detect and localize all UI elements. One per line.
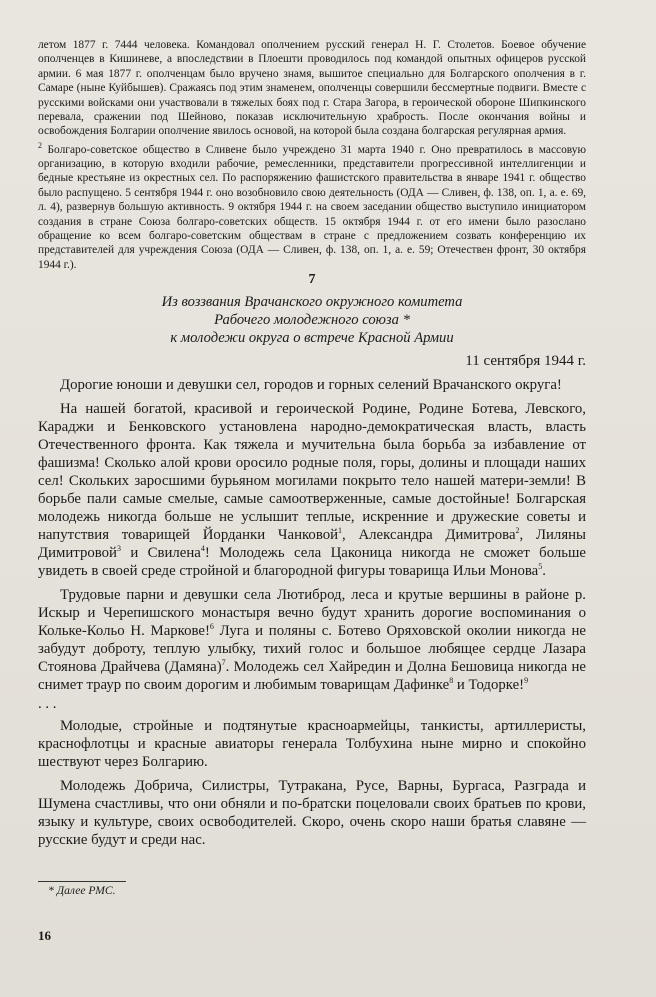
- paragraph-3: [38, 586, 586, 694]
- footnote-divider: [38, 881, 126, 882]
- title-line-1: Из воззвания Врачанского окружного комитета: [161, 294, 463, 310]
- note-ref-2: 2: [515, 526, 520, 536]
- note-ref-3: 3: [116, 544, 121, 554]
- paragraph-3-text-a: Трудовые парни и девушки села Лютиброд, леса и крутые вершины в районе р. Искыр и Черепишского монастыря вечно будут хранить дорогие воспоминания о Кольке-Кольо Н. Маркове!: [38, 587, 586, 639]
- paragraph-3-text-d: и Тодорке!: [453, 677, 525, 693]
- paragraph-2-text-e: ! Молодежь села Цаконица никогда не сможет больше увидеть в своей среде стройной и благородной фигуры товарища Ильи Монова: [38, 545, 587, 579]
- paragraph-5: Молодежь Добрича, Силистры, Тутракана, Русе, Варны, Бургаса, Разграда и Шумена счастливы, что они обняли и по-братски поцеловали своих братьев по крови, языку и культуре, своих освободителей. Скоро, очень скоро наши братья славяне — русские будут и среди нас.: [38, 778, 586, 848]
- footnote-block: [38, 38, 586, 272]
- note-ref-8: 8: [449, 676, 454, 686]
- document-number: 7: [308, 272, 316, 287]
- document-title: [38, 293, 586, 347]
- note-ref-6: 6: [209, 622, 214, 632]
- title-line-3: к молодежи округа о встрече Красной Армии: [170, 330, 454, 346]
- paragraph-2: [38, 400, 586, 580]
- note-ref-7: 7: [221, 658, 226, 668]
- note-ref-4: 4: [200, 544, 205, 554]
- paragraph-2-text-d: и Свилена: [120, 545, 201, 561]
- footnote-bottom: * Далее РМС.: [48, 884, 116, 897]
- paragraph-2-text-f: .: [542, 563, 546, 579]
- title-line-2: Рабочего молодежного союза *: [214, 312, 410, 328]
- paragraph-4: Молодые, стройные и подтянутые красноармейцы, танкисты, артиллеристы, краснофлотцы и красные авиаторы генерала Толбухина ныне мирно и спокойно шествуют через Болгарию.: [38, 718, 586, 770]
- paragraph-3-text-c: . Молодежь сел Хайредин и Долна Бешовица никогда не снимет траур по своим дорогим и любимым товарищам Дафинке: [38, 659, 586, 693]
- footnotes-top: [38, 38, 586, 272]
- document-body: [38, 376, 586, 855]
- note-ref-1: 1: [338, 526, 343, 536]
- document-date: 11 сентября 1944 г.: [465, 353, 586, 369]
- paragraph-2-text-a: На нашей богатой, красивой и героической Родине, Родине Ботева, Левского, Караджи и Бенковского установлена народно-демократическая власть, власть Отечественного фронта. Как тяжела и мучительна была борьба за избавление от фашизма! Сколько алой крови оросило родные поля, горы, долины и площади наших сел! Скольких заросшими бурьяном могилами покрыто тело нашей матери-земли! В борьбе пали самые смелые, самые самоотверженные, самые достойные! Болгарская молодежь никогда больше не услышит теплые, искренние и дружеские советы и напутствия товарищей Йорданки Чанковой: [38, 401, 586, 543]
- paragraph-2-text-c: , Лиляны Димитровой: [38, 527, 586, 561]
- paragraph-1: Дорогие юноши и девушки сел, городов и горных селений Врачанского округа!: [60, 377, 562, 393]
- paragraph-2-text-b: , Александра Димитрова: [342, 527, 516, 543]
- paragraph-3-text-b: Луга и поляны с. Ботево Оряховской околии никогда не забудут доброту, теплую улыбку, тихий голос и большое любящее сердце Лазара Стоянова Драйчева (Дамяна): [38, 623, 586, 675]
- note-ref-5: 5: [538, 562, 543, 572]
- page-number: 16: [38, 928, 51, 943]
- ellipsis: . . .: [38, 696, 57, 712]
- note-ref-9: 9: [524, 676, 529, 686]
- footnote-2-marker: 2: [38, 140, 42, 150]
- footnote-continuation: летом 1877 г. 7444 человека. Командовал ополчением русский генерал Н. Г. Столетов. Боевое обучение ополченцев в Кишиневе, а впоследствии в Плоешти проводилось под командой опытных офицеров русской армии. 6 мая 1877 г. ополченцам было вручено знамя, вышитое специально для Болгарского ополчения в г. Самаре (ныне Куйбышев). Сражаясь под этим знаменем, ополченцы совершили бессмертные подвиги. Вместе с русскими войсками они участвовали в тяжелых боях под г. Стара Загора, в героической обороне Шипкинского перевала, сражении под Шейново, показав исключительную храбрость. После окончания войны и освобождения Болгарии ополчение явилось основой, на которой была создана болгарская регулярная армия.: [38, 39, 586, 138]
- footnote-2-text: Болгаро-советское общество в Сливене было учреждено 31 марта 1940 г. Оно превратилось в массовую организацию, в которую входили рабочие, ремесленники, представители прогрессивной интеллигенции и бедные крестьяне из окрестных сел. По распоряжению фашистского правительства в январе 1941 г. общество было распущено. 5 сентября 1944 г. оно возобновило свою деятельность (ОДА — Сливен, ф. 138, оп. 1, а. е. 69, л. 4), развернув большую активность. 9 октября 1944 г. на своем заседании общество выступило инициатором создания в стране Союза болгаро-советских обществ. 15 октября 1944 г. от его имени было разослано обращение ко всем болгаро-советским обществам в стране с предложением созвать конференцию их представителей для учреждения Союза (ОДА — Сливен, ф. 138, оп. 1, а. е. 59; Отечествен фронт, 30 октября 1944 г.).: [38, 143, 586, 271]
- footnote-2: [38, 139, 586, 272]
